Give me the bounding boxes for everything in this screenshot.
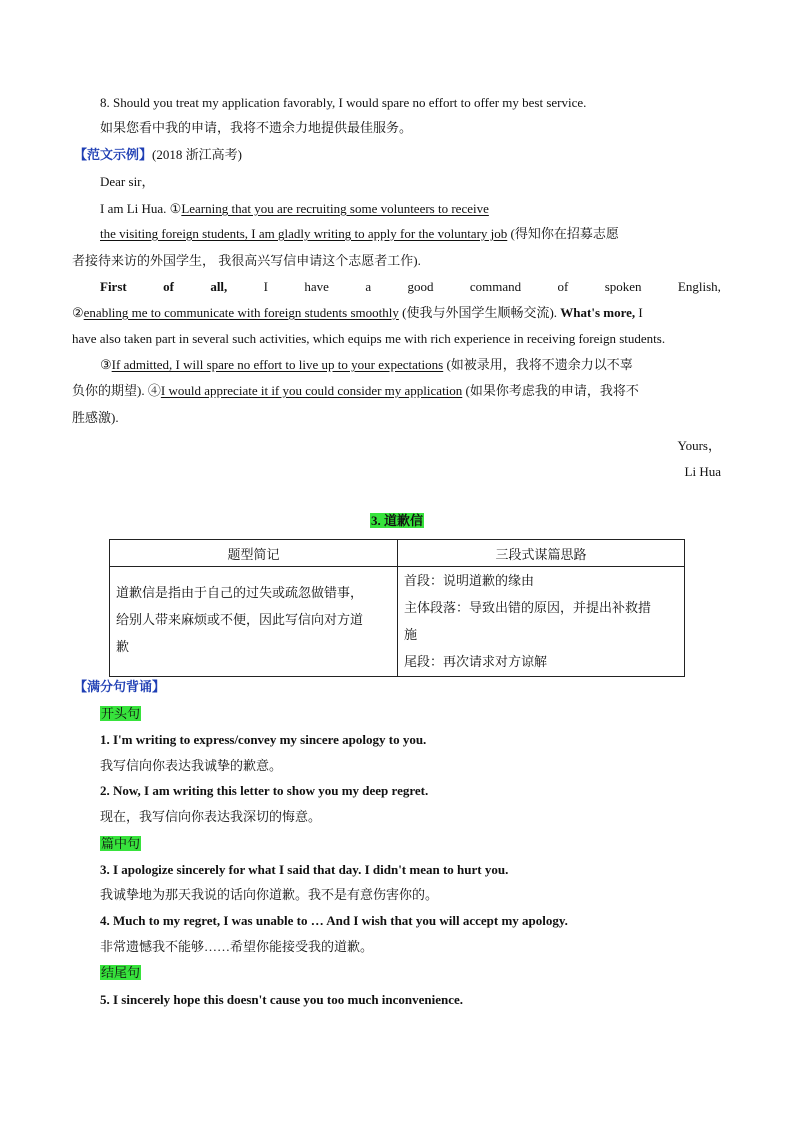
underlined-phrase-3: If admitted, I will spare no effort to live up to your expectations xyxy=(111,357,444,372)
table-cell-col1 xyxy=(110,567,398,677)
col1-line: 给别人带来麻烦或不便，因此写信向对方道 xyxy=(116,612,364,627)
underlined-phrase-4: I would appreciate it if you could consider my application xyxy=(160,383,463,398)
p2-word: good xyxy=(407,279,434,294)
p1-chinese-tail: (得知你在招募志愿 xyxy=(507,226,619,241)
p2-word: have xyxy=(304,279,329,294)
p2-word: English, xyxy=(677,279,721,294)
sentences-heading: 【满分句背诵】 xyxy=(74,679,166,694)
letter-p2-line3: have also taken part in several such activities, which equips me with rich experience in receiving foreign students. xyxy=(72,331,666,346)
col1-line: 道歉信是指由于自己的过失或疏忽做错事， xyxy=(116,585,364,600)
col2-line: 首段：说明道歉的缘由 xyxy=(404,573,535,588)
letter-p1-line2 xyxy=(100,225,619,243)
p2-word: I xyxy=(263,279,269,294)
tag-opening: 开头句 xyxy=(101,706,141,721)
sentence-2-english: 2. Now, I am writing this letter to show you my deep regret. xyxy=(100,783,429,798)
sentence-2-chinese: 现在，我写信向你表达我深切的悔意。 xyxy=(100,809,322,824)
p3-line2-start: 负你的期望). xyxy=(72,383,148,398)
sentence-1-english: 1. I'm writing to express/convey my sincere apology to you. xyxy=(100,732,427,747)
p2-word: First xyxy=(100,279,127,294)
col1-line: 歉 xyxy=(116,639,130,654)
circled-number-4: ④ xyxy=(147,383,161,398)
underlined-phrase-1a: Learning that you are recruiting some volunteers to receive xyxy=(181,201,489,216)
col2-line: 尾段：再次请求对方谅解 xyxy=(404,654,548,669)
letter-p3-line1 xyxy=(100,356,633,374)
p2-tail: I xyxy=(635,305,643,320)
table-header-col2: 三段式谋篇思路 xyxy=(398,540,685,567)
p3-line2-end: (如果你考虑我的申请，我将不 xyxy=(462,383,639,398)
col2-line: 施 xyxy=(404,627,418,642)
table-header-row xyxy=(110,540,685,567)
letter-p2-line1 xyxy=(100,278,721,296)
sample-heading: 【范文示例】 xyxy=(74,147,153,162)
p2-word: of xyxy=(557,279,569,294)
circled-number-1: ① xyxy=(169,201,182,216)
table-header-col1: 题型简记 xyxy=(110,540,398,567)
section-3-title: 3. 道歉信 xyxy=(370,513,423,528)
circled-number-3: ③ xyxy=(100,357,112,372)
tag-ending-row xyxy=(100,964,141,982)
letter-signature: Li Hua xyxy=(684,464,721,479)
sample-source: (2018 浙江高考) xyxy=(152,147,242,162)
letter-greeting: Dear sir， xyxy=(100,174,155,189)
sentence-8-chinese: 如果您看中我的申请，我将不遗余力地提供最佳服务。 xyxy=(100,120,413,135)
tag-ending: 结尾句 xyxy=(101,965,141,980)
p2-word: all, xyxy=(210,279,228,294)
p1-lead: I am Li Hua. xyxy=(100,201,170,216)
whats-more: What's more, xyxy=(560,305,636,320)
structure-table xyxy=(109,539,685,677)
p2-word: command xyxy=(469,279,522,294)
p2-chinese: (使我与外国学生顺畅交流). xyxy=(398,305,561,320)
letter-p3-line2 xyxy=(72,382,639,400)
sentence-1-chinese: 我写信向你表达我诚挚的歉意。 xyxy=(100,758,283,773)
table-body-row xyxy=(110,567,685,677)
letter-p1-line3: 者接待来访的外国学生， 我很高兴写信申请这个志愿者工作). xyxy=(72,253,421,268)
underlined-phrase-1b: the visiting foreign students, I am gladly writing to apply for the voluntary job xyxy=(100,226,508,241)
col2-line: 主体段落：导致出错的原因，并提出补救措 xyxy=(404,600,652,615)
sentence-4-english: 4. Much to my regret, I was unable to … And I wish that you will accept my apology. xyxy=(100,913,568,928)
sentence-3-chinese: 我诚挚地为那天我说的话向你道歉。我不是有意伤害你的。 xyxy=(100,887,439,902)
letter-p1-line1 xyxy=(100,200,489,218)
circled-number-2: ② xyxy=(72,305,84,320)
underlined-phrase-2: enabling me to communicate with foreign students smoothly xyxy=(83,305,399,320)
tag-middle-row xyxy=(100,835,141,853)
section-3-title-row xyxy=(0,512,794,530)
letter-p2-line2 xyxy=(72,304,643,322)
sentence-4-chinese: 非常遗憾我不能够……希望你能接受我的道歉。 xyxy=(100,939,374,954)
sentence-3-english: 3. I apologize sincerely for what I said that day. I didn't mean to hurt you. xyxy=(100,862,509,877)
sentence-5-english: 5. I sincerely hope this doesn't cause you too much inconvenience. xyxy=(100,992,464,1007)
letter-p3-line3: 胜感激). xyxy=(72,410,119,425)
p2-word: of xyxy=(163,279,174,294)
table-cell-col2 xyxy=(398,567,685,677)
p2-word: spoken xyxy=(604,279,642,294)
tag-middle: 篇中句 xyxy=(101,836,141,851)
p3-chinese: (如被录用，我将不遗余力以不辜 xyxy=(443,357,633,372)
tag-opening-row xyxy=(100,705,141,723)
sample-heading-row xyxy=(74,146,242,164)
sentence-8-english: 8. Should you treat my application favorably, I would spare no effort to offer my best service. xyxy=(100,95,587,110)
letter-closing: Yours， xyxy=(677,438,721,453)
p2-word: a xyxy=(365,279,372,294)
